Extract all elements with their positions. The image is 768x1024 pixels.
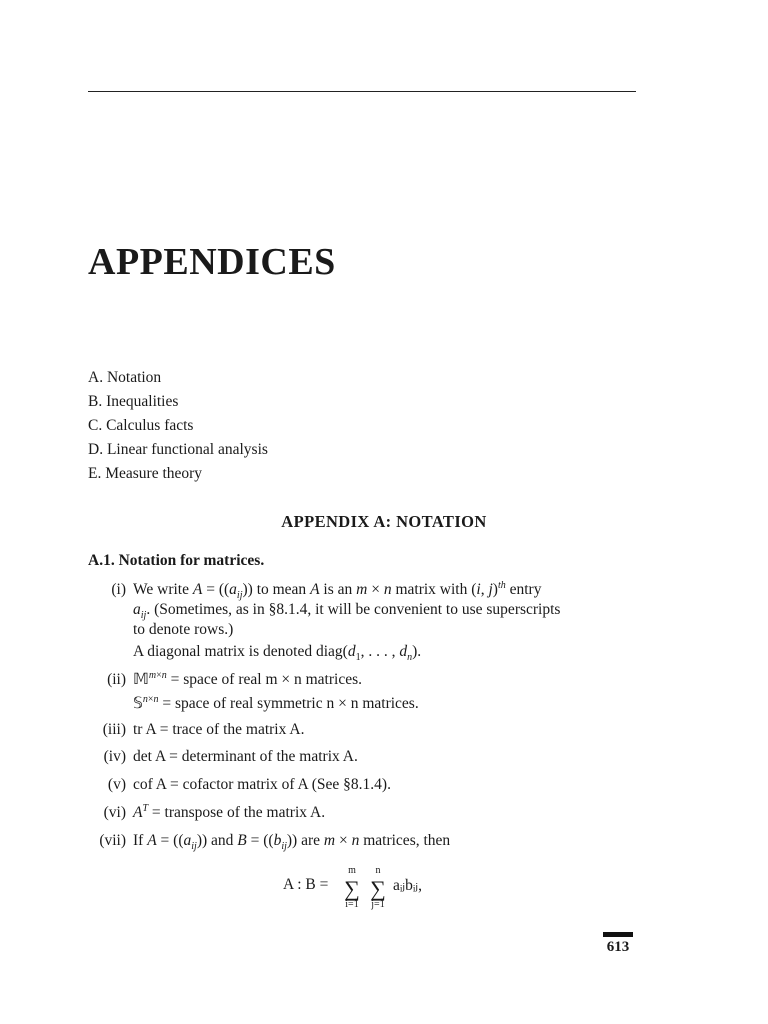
item-line: $a_{ij}$. (Sometimes, as in §8.1.4, it will be convenient to use superscripts	[133, 601, 561, 622]
appendix-list-item: D. Linear functional analysis	[88, 441, 268, 458]
item-line: cof A = cofactor matrix of A (See §8.1.4).	[133, 776, 391, 793]
frobenius-product-formula	[283, 866, 543, 922]
appendix-list-item: C. Calculus facts	[88, 417, 194, 434]
item-line: If $A = ((a_{ij}))$ and $B = ((b_{ij}))$ are m × n matrices, then	[133, 832, 451, 853]
appendix-list-item: E. Measure theory	[88, 465, 203, 482]
sum-symbol-i: m ∑ i=1	[344, 865, 360, 910]
item-line: to denote rows.)	[133, 621, 234, 638]
formula-rhs: aᵢⱼbᵢⱼ,	[393, 877, 422, 894]
item-number: (ii)	[107, 671, 126, 688]
chapter-title: APPENDICES	[88, 241, 336, 283]
appendix-list-item: B. Inequalities	[88, 393, 179, 410]
item-line: 𝕄$^{m\times n}$ = space of real m × n matrices.	[133, 669, 362, 688]
item-number: (iii)	[102, 721, 126, 738]
item-number: (iv)	[103, 748, 126, 765]
appendix-list	[88, 366, 268, 486]
item-number: (vii)	[99, 832, 126, 849]
header-rule	[88, 91, 636, 92]
appendix-heading: APPENDIX A: NOTATION	[281, 512, 487, 531]
page-number: 613	[606, 939, 630, 955]
appendix-list-item: A. Notation	[88, 369, 162, 386]
item-line: tr A = trace of the matrix A.	[133, 721, 305, 738]
formula-lhs: A : B =	[283, 876, 329, 893]
item-number: (v)	[107, 776, 126, 793]
section-heading: A.1. Notation for matrices.	[88, 552, 265, 569]
item-line: $A^T$ = transpose of the matrix A.	[133, 802, 326, 821]
item-line: A diagonal matrix is denoted $diag(d_1$, . . . , $d_n$).	[133, 643, 422, 664]
page-number-bar	[603, 932, 633, 937]
item-number: (i)	[111, 581, 126, 598]
sum-symbol-j: n ∑ j=1	[370, 865, 386, 910]
item-line: 𝕊$^{n\times n}$ = space of real symmetric n × n matrices.	[133, 693, 419, 712]
item-line: We write $A = ((a_{ij}))$ to mean A is an m × n matrix with (i, j)$^{th}$ entry	[133, 579, 542, 602]
item-line: det A = determinant of the matrix A.	[133, 748, 358, 765]
item-number: (vi)	[103, 804, 126, 821]
